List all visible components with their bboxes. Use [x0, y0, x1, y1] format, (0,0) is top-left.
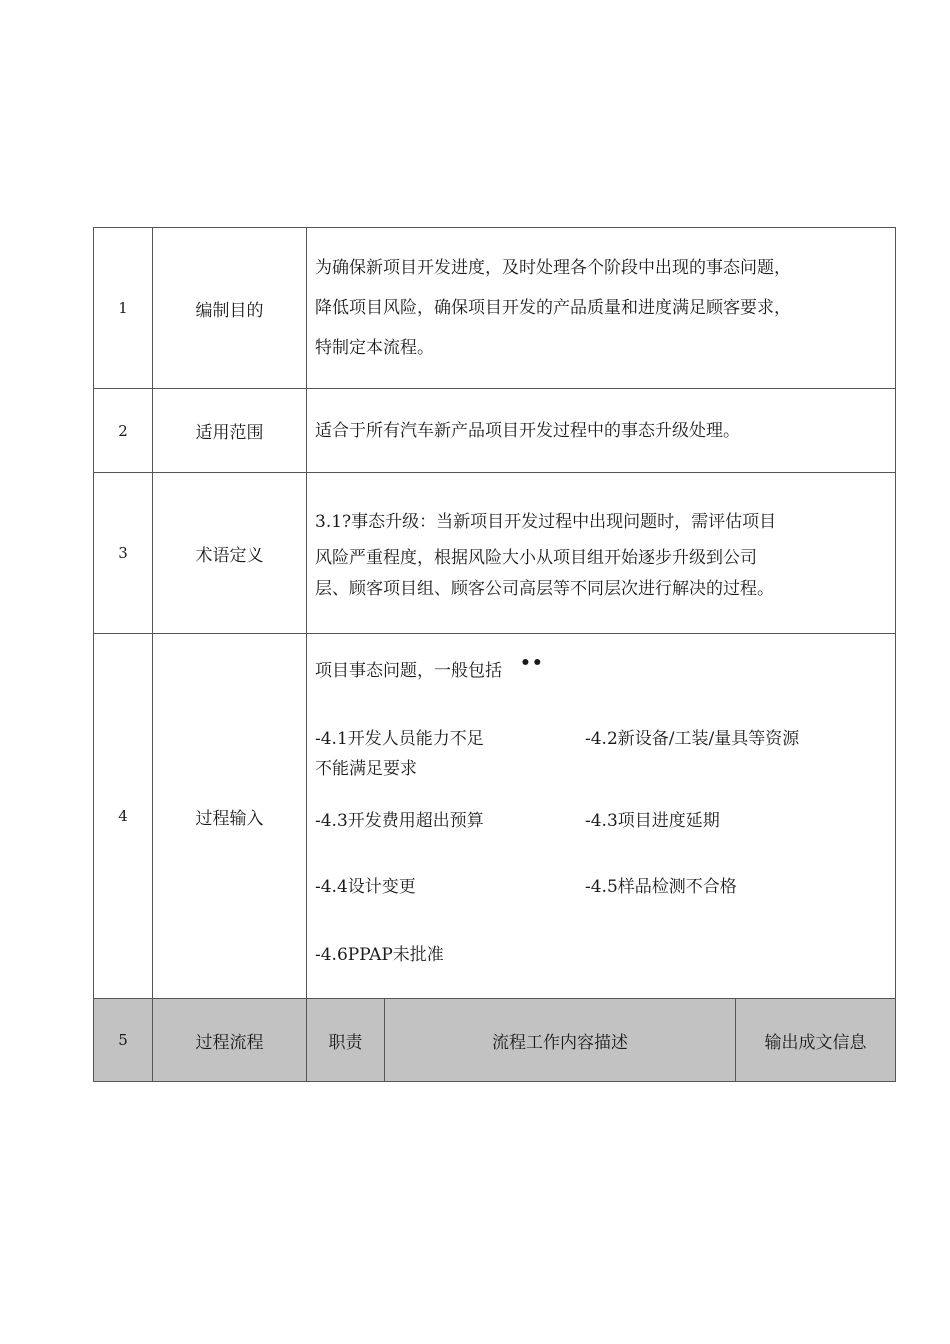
input-item: 不能满足要求: [315, 759, 417, 779]
row-content: [307, 473, 896, 634]
row-number: 3: [94, 473, 153, 634]
row-label: 过程流程: [153, 999, 307, 1082]
table-row: [94, 228, 896, 389]
row-label: 术语定义: [153, 473, 307, 634]
row-label: 适用范围: [153, 389, 307, 473]
input-intro: [315, 652, 887, 690]
row-number: 4: [94, 634, 153, 999]
content-line: 适合于所有汽车新产品项目开发过程中的事态升级处理。: [315, 420, 740, 441]
table-row: [94, 389, 896, 473]
input-item: [585, 940, 887, 970]
input-items: [315, 872, 887, 902]
input-item: -4.1开发人员能力不足: [315, 729, 484, 749]
row-number: 2: [94, 389, 153, 473]
input-item: [585, 754, 887, 784]
row-label: 过程输入: [153, 634, 307, 999]
row-label: 编制目的: [153, 228, 307, 389]
input-item: -4.5样品检测不合格: [585, 877, 737, 897]
table-row: [94, 473, 896, 634]
content-line: 3.1?事态升级：当新项目开发过程中出现问题时，需评估项目: [315, 512, 777, 532]
row-number: 5: [94, 999, 153, 1082]
column-header-responsibility: 职责: [307, 999, 385, 1082]
process-definition-table: [93, 227, 896, 1082]
input-item: -4.2新设备/工装/量具等资源: [585, 729, 800, 749]
content-line: 为确保新项目开发进度，及时处理各个阶段中出现的事态问题，: [315, 258, 791, 278]
input-items: [315, 806, 887, 836]
input-item: -4.3开发费用超出预算: [315, 811, 484, 831]
input-item: -4.4设计变更: [315, 877, 416, 897]
row-content: [307, 228, 896, 389]
bullet-mark: ••: [520, 653, 544, 673]
content-line: 层、顾客项目组、顾客公司高层等不同层次进行解决的过程。: [315, 579, 774, 599]
column-header-description: 流程工作内容描述: [385, 999, 736, 1082]
input-intro-text: 项目事态问题，一般包括: [315, 661, 502, 681]
input-item: -4.3项目进度延期: [585, 811, 720, 831]
row-number: 1: [94, 228, 153, 389]
input-items: [315, 724, 887, 784]
row-content: [307, 634, 896, 999]
input-item: -4.6PPAP未批准: [315, 945, 444, 965]
row-content: [307, 389, 896, 473]
content-line: 特制定本流程。: [315, 338, 434, 358]
content-line: 降低项目风险，确保项目开发的产品质量和进度满足顾客要求，: [315, 298, 791, 318]
column-header-output: 输出成文信息: [736, 999, 896, 1082]
table-row: [94, 634, 896, 999]
table-header-row: [94, 999, 896, 1082]
input-items: [315, 940, 887, 970]
content-line: 风险严重程度，根据风险大小从项目组开始逐步升级到公司: [315, 548, 757, 568]
